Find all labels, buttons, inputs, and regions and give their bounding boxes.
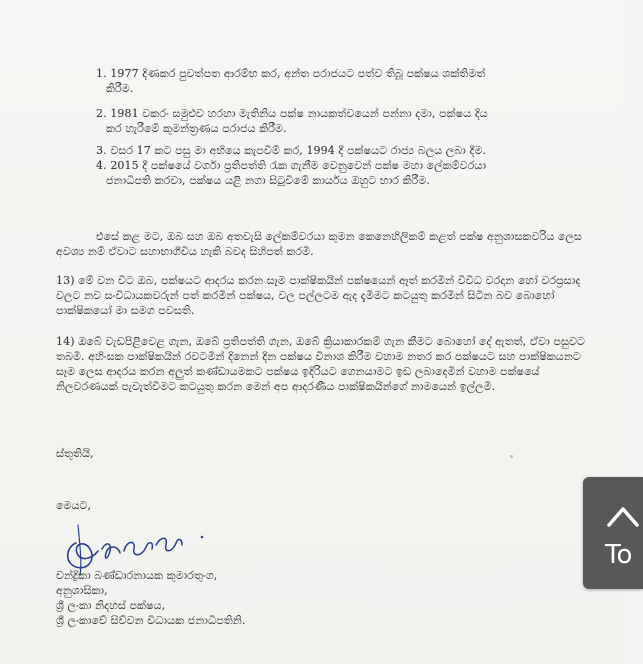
scroll-to-top-button[interactable] (583, 477, 643, 589)
paper-speck (510, 455, 513, 458)
signatory-office: ශ්‍රී ලංකාවේ සිව්වන විධායක ජනාධිපතිනි. (56, 614, 246, 627)
list-item-text: වසර 17 කට පසු මා අභියෙ කැපවීම් කර, 1994 දී පක්ෂයට රාජ්‍ය බලය ලබා දීම. (110, 144, 487, 157)
closing-thanks: ස්තූතියි, (56, 447, 94, 460)
list-item (96, 158, 602, 188)
list-item-text: 2015 දී පක්ෂයේ වර්ගා ප්‍රතිපත්ති රැක ගැනීම වෙනුවෙන් පක්ෂ මහා ලේකම්වරයා (110, 159, 487, 172)
paragraph-14: 14) ඔබේ වැඩපිළිවෙළ ගැන, ඔබේ ප්‍රතිපත්ති ගැන, ඔබේ ක්‍රියාකාරකම් ගැන කීමට බොහෝ දේ ඇතත්, ඒවා පසුවට තබමි. අහිංසක පාක්ෂිකයින් රවටමින් දිනෙන් දින පක්ෂය විනාශ කිරීම වහාම නතර කර පක්ෂයට සහ පාක්ෂිකයනට සෑම ලෙස ආදරය කරන අලුත් කණ්ඩායමකට පක්ෂය ඉදිරියට ගෙනයාමට ඉඩ ලබාදෙමින් වහාම පක්ෂයේ නිලවරණයක් පැවැත්වීමට කටයුතු කරන මෙන් අප ආදරණීය පාක්ෂිකයින්ගේ නාමයෙන් ඉල්ලමි. (56, 335, 585, 393)
closing-regards: මෙයට, (56, 499, 92, 512)
signatory-party: ශ්‍රී ලංකා නිදහස් පක්ෂය, (56, 599, 166, 612)
list-item-number: 2. (96, 107, 107, 120)
list-item (96, 143, 602, 158)
list-item-text-continued: කර හැරීමේ කුමන්ත්‍රණය පරාජය කිරීම. (106, 122, 287, 135)
list-item-number: 3. (96, 144, 107, 157)
list-item-text: 1977 දිණකර පුවත්පත ආරම්භ කර, අන්ත පරාජයට පත්ව තිබූ පක්ෂය ශක්තිමත් (110, 67, 486, 80)
paragraph-13: 13) මේ වන විට ඔබ, පක්ෂයට ආදරය කරන සෑම පාක්ෂිකයින් පක්ෂයෙන් ඈත් කරමින් විවිධ වරදාන හෝ වරප්‍රසාද වලට නව සංවිධායකවරුන් පත් කරමින් පක්ෂය, වල පල්ලටම ඇද දැමීමට කටයුතු කරමින් සිටින බව බොහෝ පාක්ෂිකයෝ මා සමග පවසති. (56, 274, 581, 317)
paragraph-reminder: එසේ කළ මට, ඔබ සහ ඔබ අතවැසි ලේකම්වරයා කුමන කෙනෙහිලිකම් කළත් පක්ෂ අනුශාසකවරිය ලෙස අවශ්‍ය නම් ඒවාට සහාභාගීවිය හැකි බවද සිහිපත් කරමි. (56, 230, 582, 258)
list-item-number: 4. (96, 159, 107, 172)
list-item (96, 66, 602, 96)
chevron-up-icon (603, 503, 643, 529)
list-item (96, 106, 602, 136)
signatory-name: චන්ද්‍රිකා බණ්ඩාරනායක කුමාරතුංග, (56, 569, 218, 582)
signatory-title: අනුශාසිකා, (56, 584, 108, 597)
list-item-text: 1981 වකරං සමුළුව හරහා මැතිනිය පක්ෂ නායකත්වයෙන් පන්නා දමා, පක්ෂය දිය (110, 107, 488, 120)
signature-block (56, 568, 245, 628)
list-item-text-continued: ජනාධිපති කරවා, පක්ෂය යළි නගා සිටුවීමේ කාර්යය ඔහුට භාර කිරීම. (106, 174, 431, 187)
list-item-number: 1. (96, 67, 107, 80)
achievements-list (96, 66, 602, 188)
list-item-text-continued: කිරීම. (106, 82, 134, 95)
scroll-to-top-label: To (605, 540, 633, 570)
